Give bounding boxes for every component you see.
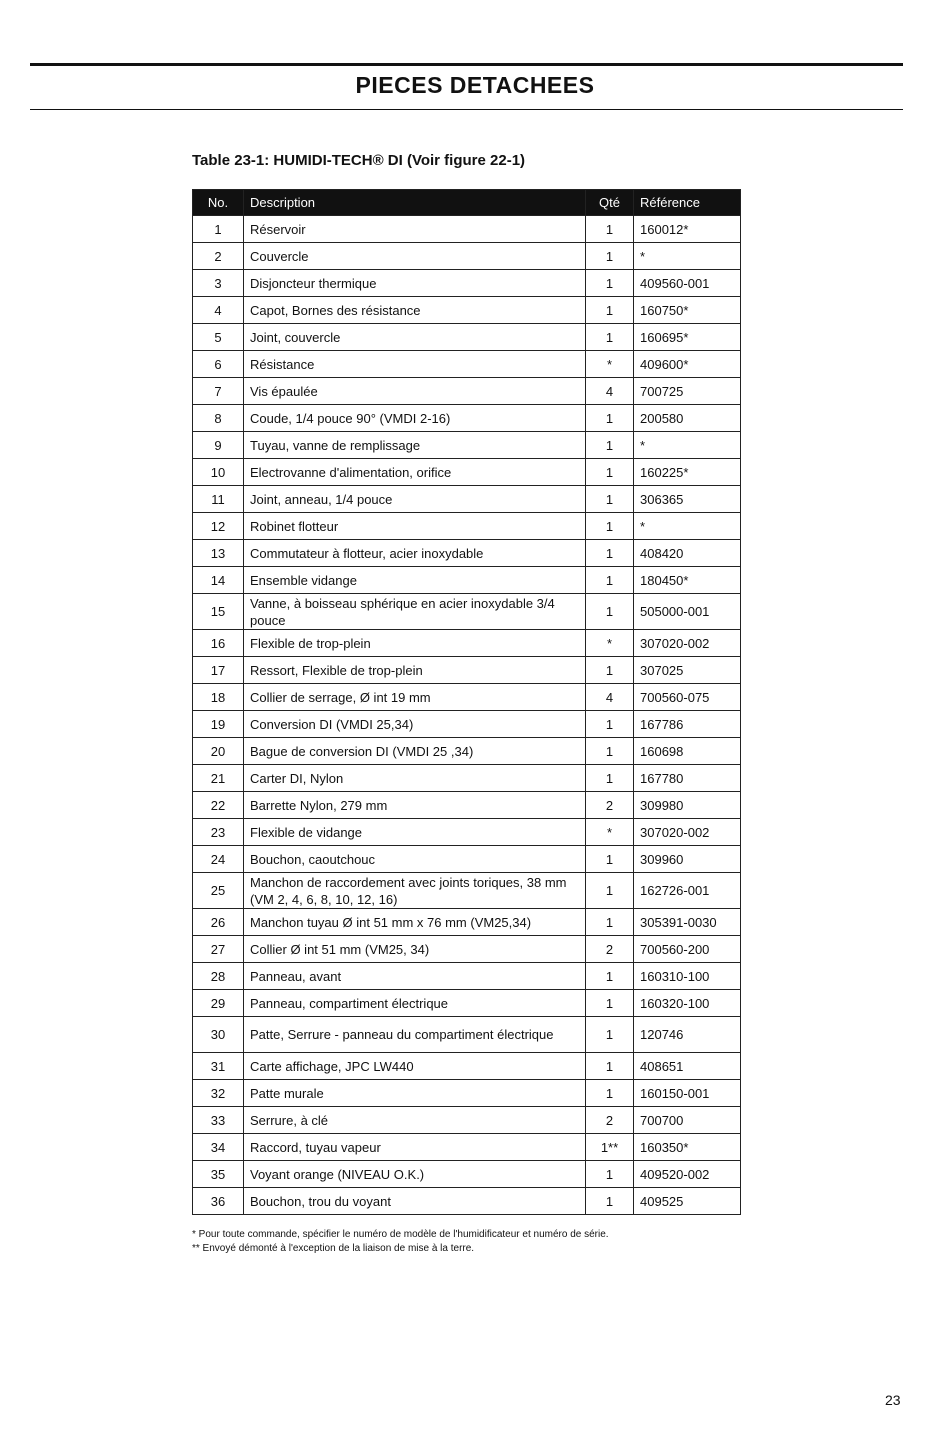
cell-description: Flexible de trop-plein [244, 630, 586, 657]
table-row [193, 486, 741, 513]
cell-description: Manchon tuyau Ø int 51 mm x 76 mm (VM25,34) [244, 909, 586, 936]
cell-no: 23 [193, 819, 244, 846]
table-row [193, 990, 741, 1017]
cell-description: Commutateur à flotteur, acier inoxydable [244, 540, 586, 567]
cell-description: Patte murale [244, 1080, 586, 1107]
table-row [193, 567, 741, 594]
cell-qty: 1 [586, 873, 634, 909]
cell-qty: 1 [586, 1161, 634, 1188]
table-row [193, 873, 741, 909]
cell-qty: 4 [586, 684, 634, 711]
table-row [193, 711, 741, 738]
footnote-shipping: ** Envoyé démonté à l'exception de la liaison de mise à la terre. [192, 1243, 475, 1254]
cell-description: Collier Ø int 51 mm (VM25, 34) [244, 936, 586, 963]
table-row [193, 216, 741, 243]
table-row [193, 297, 741, 324]
cell-reference: 700560-075 [634, 684, 741, 711]
cell-no: 24 [193, 846, 244, 873]
cell-description: Serrure, à clé [244, 1107, 586, 1134]
cell-qty: 1 [586, 297, 634, 324]
cell-description: Manchon de raccordement avec joints toriques, 38 mm (VM 2, 4, 6, 8, 10, 12, 16) [244, 873, 586, 909]
cell-qty: 1 [586, 324, 634, 351]
cell-description: Flexible de vidange [244, 819, 586, 846]
table-caption: Table 23-1: HUMIDI-TECH® DI (Voir figure 22-1) [192, 152, 526, 169]
cell-description: Carter DI, Nylon [244, 765, 586, 792]
cell-reference: 160320-100 [634, 990, 741, 1017]
cell-no: 28 [193, 963, 244, 990]
cell-description: Collier de serrage, Ø int 19 mm [244, 684, 586, 711]
cell-qty: 1 [586, 459, 634, 486]
cell-no: 1 [193, 216, 244, 243]
cell-reference: 160698 [634, 738, 741, 765]
footnotes [192, 1228, 752, 1256]
cell-description: Electrovanne d'alimentation, orifice [244, 459, 586, 486]
cell-qty: 2 [586, 936, 634, 963]
cell-qty: 1 [586, 594, 634, 630]
cell-reference: 305391-0030 [634, 909, 741, 936]
cell-qty: 1 [586, 963, 634, 990]
cell-description: Tuyau, vanne de remplissage [244, 432, 586, 459]
cell-no: 34 [193, 1134, 244, 1161]
cell-reference: 306365 [634, 486, 741, 513]
cell-reference: * [634, 513, 741, 540]
top-rule [30, 63, 903, 66]
cell-no: 16 [193, 630, 244, 657]
table-row [193, 792, 741, 819]
cell-no: 22 [193, 792, 244, 819]
cell-reference: 409525 [634, 1188, 741, 1215]
table-header-row [193, 190, 741, 216]
table-row [193, 1161, 741, 1188]
cell-description: Conversion DI (VMDI 25,34) [244, 711, 586, 738]
cell-qty: 1 [586, 270, 634, 297]
cell-qty: * [586, 819, 634, 846]
cell-no: 7 [193, 378, 244, 405]
cell-description: Réservoir [244, 216, 586, 243]
cell-no: 32 [193, 1080, 244, 1107]
table-row [193, 1188, 741, 1215]
cell-reference: 180450* [634, 567, 741, 594]
cell-qty: 1 [586, 405, 634, 432]
cell-reference: 200580 [634, 405, 741, 432]
cell-reference: 307025 [634, 657, 741, 684]
cell-qty: 1 [586, 738, 634, 765]
table-row [193, 1080, 741, 1107]
cell-reference: 700725 [634, 378, 741, 405]
cell-no: 14 [193, 567, 244, 594]
cell-description: Résistance [244, 351, 586, 378]
table-row [193, 819, 741, 846]
cell-reference: 167786 [634, 711, 741, 738]
cell-no: 25 [193, 873, 244, 909]
cell-reference: 160695* [634, 324, 741, 351]
title-rule [30, 109, 903, 110]
cell-no: 27 [193, 936, 244, 963]
table-row [193, 963, 741, 990]
table-row [193, 846, 741, 873]
table-row [193, 378, 741, 405]
cell-reference: 408420 [634, 540, 741, 567]
table-row [193, 513, 741, 540]
cell-qty: 1 [586, 990, 634, 1017]
cell-reference: 505000-001 [634, 594, 741, 630]
cell-description: Vis épaulée [244, 378, 586, 405]
cell-no: 20 [193, 738, 244, 765]
cell-reference: 160225* [634, 459, 741, 486]
table-row [193, 324, 741, 351]
cell-reference: 162726-001 [634, 873, 741, 909]
cell-reference: 409520-002 [634, 1161, 741, 1188]
table-row [193, 243, 741, 270]
cell-no: 2 [193, 243, 244, 270]
cell-no: 4 [193, 297, 244, 324]
table-row [193, 459, 741, 486]
cell-description: Vanne, à boisseau sphérique en acier inoxydable 3/4 pouce [244, 594, 586, 630]
cell-description: Capot, Bornes des résistance [244, 297, 586, 324]
cell-reference: 700700 [634, 1107, 741, 1134]
cell-description: Panneau, avant [244, 963, 586, 990]
cell-no: 10 [193, 459, 244, 486]
cell-description: Disjoncteur thermique [244, 270, 586, 297]
cell-reference: 408651 [634, 1053, 741, 1080]
cell-qty: 1** [586, 1134, 634, 1161]
page-title: PIECES DETACHEES [355, 72, 595, 98]
table-row [193, 738, 741, 765]
cell-reference: 409600* [634, 351, 741, 378]
table-row [193, 657, 741, 684]
cell-no: 6 [193, 351, 244, 378]
cell-no: 9 [193, 432, 244, 459]
cell-reference: 160750* [634, 297, 741, 324]
cell-reference: 160150-001 [634, 1080, 741, 1107]
cell-no: 8 [193, 405, 244, 432]
cell-description: Panneau, compartiment électrique [244, 990, 586, 1017]
cell-description: Ressort, Flexible de trop-plein [244, 657, 586, 684]
cell-no: 18 [193, 684, 244, 711]
cell-description: Bouchon, trou du voyant [244, 1188, 586, 1215]
table-row [193, 630, 741, 657]
cell-description: Barrette Nylon, 279 mm [244, 792, 586, 819]
cell-no: 15 [193, 594, 244, 630]
cell-qty: 4 [586, 378, 634, 405]
page-number: 23 [885, 1392, 901, 1408]
cell-description: Joint, couvercle [244, 324, 586, 351]
cell-qty: 1 [586, 216, 634, 243]
table-row [193, 684, 741, 711]
cell-qty: 2 [586, 792, 634, 819]
cell-qty: 1 [586, 486, 634, 513]
cell-description: Bague de conversion DI (VMDI 25 ,34) [244, 738, 586, 765]
cell-qty: 1 [586, 513, 634, 540]
table-row [193, 1107, 741, 1134]
table-row [193, 1017, 741, 1053]
header-qty: Qté [586, 190, 634, 216]
cell-qty: 1 [586, 1017, 634, 1053]
cell-qty: 1 [586, 1080, 634, 1107]
cell-description: Bouchon, caoutchouc [244, 846, 586, 873]
cell-no: 19 [193, 711, 244, 738]
table-row [193, 540, 741, 567]
table-row [193, 270, 741, 297]
cell-no: 21 [193, 765, 244, 792]
cell-qty: 1 [586, 1188, 634, 1215]
cell-description: Ensemble vidange [244, 567, 586, 594]
cell-description: Raccord, tuyau vapeur [244, 1134, 586, 1161]
table-row [193, 1053, 741, 1080]
cell-no: 33 [193, 1107, 244, 1134]
cell-no: 12 [193, 513, 244, 540]
cell-reference: 307020-002 [634, 819, 741, 846]
cell-qty: * [586, 351, 634, 378]
parts-table-body [193, 216, 741, 1215]
cell-qty: 1 [586, 657, 634, 684]
cell-qty: 1 [586, 909, 634, 936]
footnote-order: * Pour toute commande, spécifier le numéro de modèle de l'humidificateur et numéro de série. [192, 1229, 609, 1240]
cell-qty: 1 [586, 540, 634, 567]
cell-reference: * [634, 243, 741, 270]
cell-qty: 1 [586, 567, 634, 594]
cell-reference: * [634, 432, 741, 459]
cell-reference: 120746 [634, 1017, 741, 1053]
table-row [193, 936, 741, 963]
cell-qty: 1 [586, 1053, 634, 1080]
cell-no: 36 [193, 1188, 244, 1215]
table-row [193, 351, 741, 378]
cell-no: 5 [193, 324, 244, 351]
cell-description: Voyant orange (NIVEAU O.K.) [244, 1161, 586, 1188]
cell-qty: 1 [586, 846, 634, 873]
cell-reference: 700560-200 [634, 936, 741, 963]
cell-reference: 167780 [634, 765, 741, 792]
cell-no: 31 [193, 1053, 244, 1080]
cell-no: 3 [193, 270, 244, 297]
cell-qty: 1 [586, 243, 634, 270]
cell-no: 35 [193, 1161, 244, 1188]
cell-qty: 1 [586, 765, 634, 792]
cell-no: 30 [193, 1017, 244, 1053]
cell-qty: 1 [586, 711, 634, 738]
cell-qty: * [586, 630, 634, 657]
cell-reference: 409560-001 [634, 270, 741, 297]
cell-reference: 309980 [634, 792, 741, 819]
cell-qty: 2 [586, 1107, 634, 1134]
cell-no: 29 [193, 990, 244, 1017]
cell-no: 11 [193, 486, 244, 513]
cell-no: 17 [193, 657, 244, 684]
cell-no: 26 [193, 909, 244, 936]
cell-reference: 307020-002 [634, 630, 741, 657]
parts-table [192, 189, 741, 1215]
cell-reference: 160310-100 [634, 963, 741, 990]
cell-description: Patte, Serrure - panneau du compartiment électrique [244, 1017, 586, 1053]
table-row [193, 432, 741, 459]
cell-reference: 160350* [634, 1134, 741, 1161]
header-reference: Référence [634, 190, 741, 216]
table-row [193, 1134, 741, 1161]
table-row [193, 594, 741, 630]
cell-description: Robinet flotteur [244, 513, 586, 540]
cell-reference: 160012* [634, 216, 741, 243]
cell-description: Coude, 1/4 pouce 90° (VMDI 2-16) [244, 405, 586, 432]
table-row [193, 405, 741, 432]
header-no: No. [193, 190, 244, 216]
cell-reference: 309960 [634, 846, 741, 873]
table-row [193, 765, 741, 792]
cell-description: Couvercle [244, 243, 586, 270]
cell-description: Carte affichage, JPC LW440 [244, 1053, 586, 1080]
cell-qty: 1 [586, 432, 634, 459]
table-row [193, 909, 741, 936]
cell-no: 13 [193, 540, 244, 567]
header-description: Description [244, 190, 586, 216]
cell-description: Joint, anneau, 1/4 pouce [244, 486, 586, 513]
